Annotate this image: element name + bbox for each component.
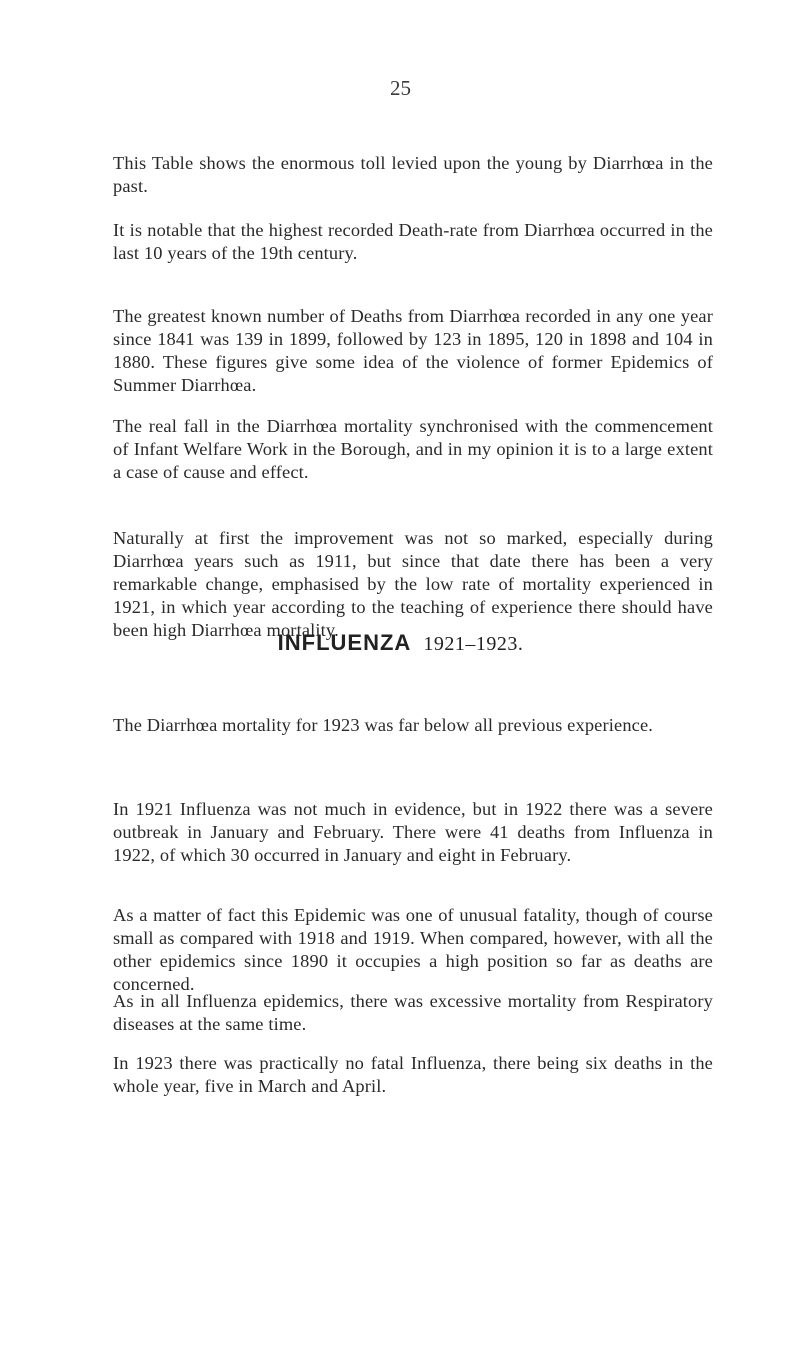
paragraph-diarrhoea-toll: This Table shows the enormous toll levied upon the young by Diarrhœa in the past. [113, 153, 713, 196]
page-number: 25 [390, 76, 411, 100]
paragraph-influenza-1921-1922: In 1921 Influenza was not much in evidence, but in 1922 there was a severe outbreak in January and February. There were 41 deaths from Influenza in 1922, of which 30 occurred in January and eight in February. [113, 799, 713, 865]
paragraph-greatest-deaths: The greatest known number of Deaths from Diarrhœa recorded in any one year since 1841 was 139 in 1899, followed by 123 in 1895, 120 in 1898 and 104 in 1880. These figures give some idea of the violence of former Epidemics of Summer Diarrhœa. [113, 306, 713, 395]
paragraph-1923-mortality: The Diarrhœa mortality for 1923 was far below all previous experience. [113, 715, 654, 735]
paragraph-influenza-1923: In 1923 there was practically no fatal Influenza, there being six deaths in the whole year, five in March and April. [113, 1053, 713, 1096]
paragraph-highest-death-rate: It is notable that the highest recorded Death-rate from Diarrhœa occurred in the last 10 years of the 19th century. [113, 220, 713, 263]
paragraph-improvement: Naturally at first the improvement was not so marked, especially during Diarrhœa years such as 1911, but since that date there has been a very remarkable change, emphasised by the low rate of mortality experienced in 1921, in which year according to the teaching of experience there should have been high Diarrhœa mortality. [113, 528, 713, 640]
heading-years: 1921–1923. [423, 633, 524, 655]
paragraph-epidemic-fatality: As a matter of fact this Epidemic was one of unusual fatality, though of course small as compared with 1918 and 1919. When compared, however, with all the other epidemics since 1890 it occupies a high position so far as deaths are concerned. [113, 905, 713, 994]
paragraph-infant-welfare: The real fall in the Diarrhœa mortality synchronised with the commencement of Infant Welfare Work in the Borough, and in my opinion it is to a large extent a case of cause and effect. [113, 416, 713, 482]
paragraph-respiratory-mortality: As in all Influenza epidemics, there was excessive mortality from Respiratory diseases at the same time. [113, 991, 713, 1034]
heading-title: INFLUENZA [277, 630, 412, 655]
section-heading-influenza [0, 630, 801, 656]
